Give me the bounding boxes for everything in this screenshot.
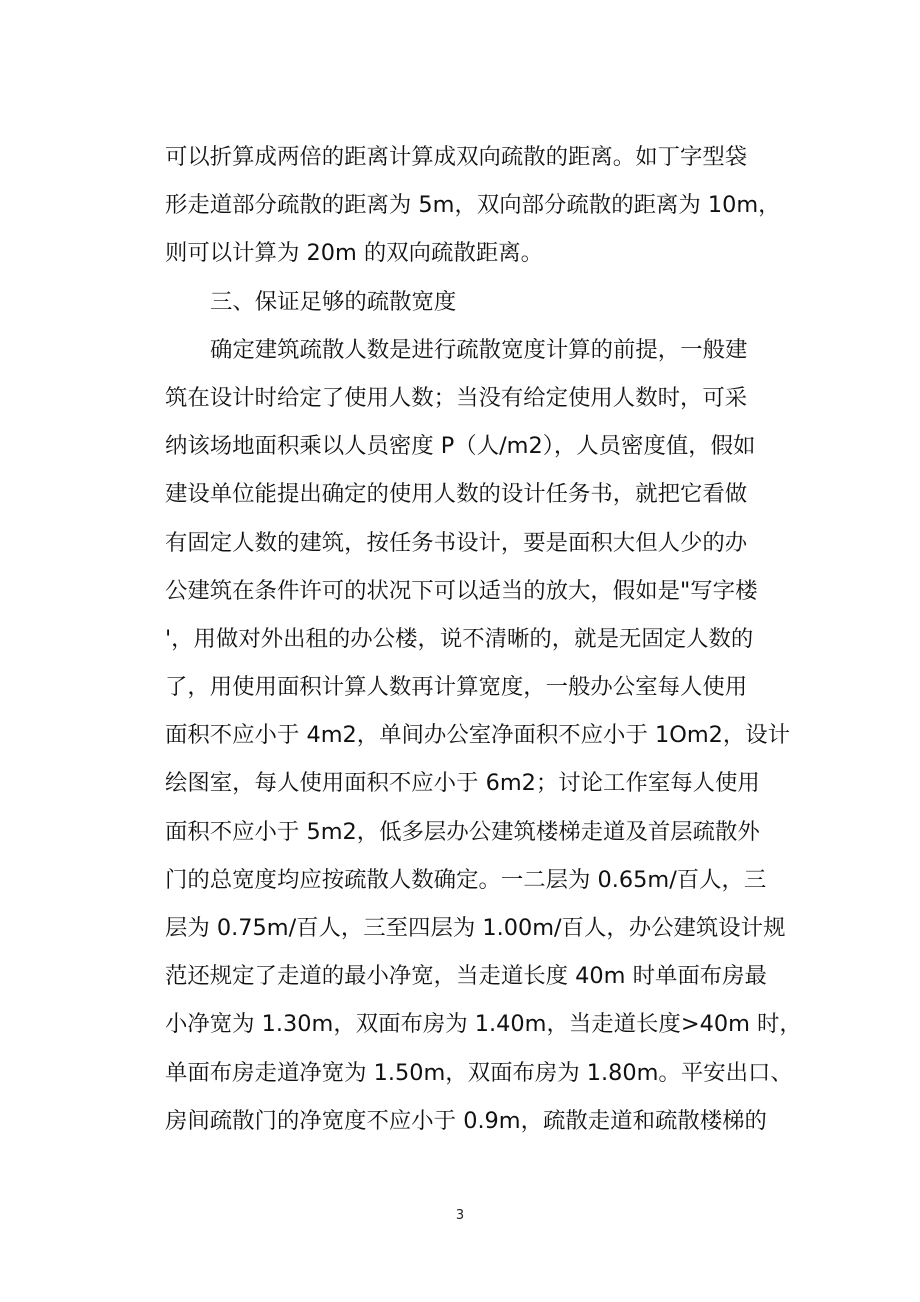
section-heading: 三、保证足够的疏散宽度 [210, 288, 457, 315]
body-text [165, 133, 802, 1145]
text-line: 面积不应小于 4m2，单间办公室净面积不应小于 1Om2，设计 [165, 722, 791, 749]
text-line: 形走道部分疏散的距离为 5m，双向部分疏散的距离为 10m， [165, 192, 781, 219]
text-line: 层为 0.75m/百人，三至四层为 1.00m/百人，办公建筑设计规 [165, 915, 786, 941]
text-line: 了，用使用面积计算人数再计算宽度，一般办公室每人使用 [165, 674, 748, 701]
text-line: 建设单位能提出确定的使用人数的设计任务书，就把它看做 [165, 481, 748, 508]
text-line: 小净宽为 1.30m，双面布房为 1.40m，当走道长度>40m 时， [165, 1011, 802, 1038]
text-line: 范还规定了走道的最小净宽，当走道长度 40m 时单面布房最 [165, 963, 767, 990]
text-line: 绘图室，每人使用面积不应小于 6m2；讨论工作室每人使用 [165, 770, 760, 797]
text-line: 则可以计算为 20m 的双向疏散距离。 [165, 240, 544, 267]
text-line: 公建筑在条件许可的状况下可以适当的放大，假如是"写字楼 [165, 577, 758, 604]
page-number: 3 [455, 1208, 465, 1223]
text-line: 有固定人数的建筑，按任务书设计，要是面积大但人少的办 [165, 529, 748, 556]
paragraph-first-line: 确定建筑疏散人数是进行疏散宽度计算的前提，一般建 [210, 336, 748, 363]
text-line: '，用做对外出租的办公楼，说不清晰的，就是无固定人数的 [165, 625, 754, 652]
text-line: 房间疏散门的净宽度不应小于 0.9m，疏散走道和疏散楼梯的 [165, 1107, 767, 1134]
text-line: 纳该场地面积乘以人员密度 P（人/m2），人员密度值，假如 [165, 433, 756, 460]
text-line: 面积不应小于 5m2，低多层办公建筑楼梯走道及首层疏散外 [165, 818, 760, 845]
text-line: 可以折算成两倍的距离计算成双向疏散的距离。如丁字型袋 [165, 144, 748, 170]
text-line: 单面布房走道净宽为 1.50m，双面布房为 1.80m。平安出口、 [165, 1059, 793, 1086]
text-line: 门的总宽度均应按疏散人数确定。一二层为 0.65m/百人，三 [165, 866, 767, 893]
text-line: 筑在设计时给定了使用人数；当没有给定使用人数时，可采 [165, 384, 748, 411]
